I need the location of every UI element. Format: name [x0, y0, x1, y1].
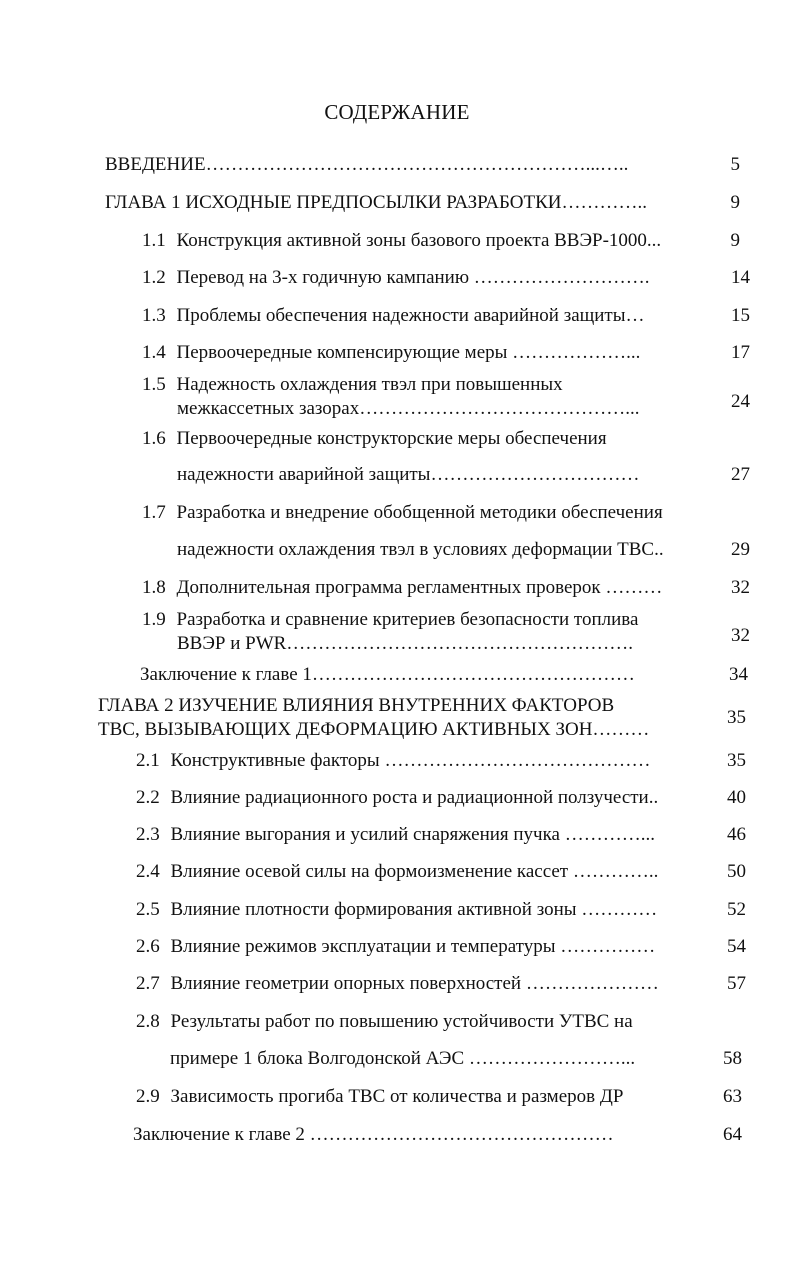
toc-section-number: 1.5	[142, 374, 166, 395]
toc-entry-text: Влияние плотности формирования активной зоны …………	[170, 899, 658, 920]
toc-entry	[136, 749, 650, 773]
toc-section-number: 2.9	[136, 1086, 160, 1107]
toc-entry-text: Первоочередные компенсирующие меры ………………...	[176, 342, 641, 363]
toc-entry-text-continued: ТВС, ВЫЗЫВАЮЩИХ ДЕФОРМАЦИЮ АКТИВНЫХ ЗОН………	[98, 719, 650, 740]
toc-section-number: 1.2	[142, 267, 166, 288]
toc-entry-text: Надежность охлаждения твэл при повышенных	[176, 374, 563, 395]
toc-entry-conclusion-1	[140, 663, 635, 687]
toc-section-number: 1.1	[142, 230, 166, 251]
toc-page-number: 54	[727, 936, 746, 957]
toc-entry-chapter-2	[98, 694, 614, 718]
toc-section-number: 2.1	[136, 750, 160, 771]
toc-section-number: 1.6	[142, 428, 166, 449]
toc-entry-text: Влияние геометрии опорных поверхностей …………………	[170, 973, 659, 994]
toc-entry-text: Конструктивные факторы ……………………………………	[170, 750, 651, 771]
toc-section-number: 1.3	[142, 305, 166, 326]
toc-entry	[136, 860, 658, 884]
toc-page-number: 17	[731, 342, 750, 363]
toc-section-number: 2.7	[136, 973, 160, 994]
toc-page-number: 14	[731, 267, 750, 288]
toc-entry	[142, 266, 650, 290]
toc-entry-text-continued: примере 1 блока Волгодонской АЭС ……………………...	[170, 1048, 636, 1069]
toc-entry-text: Конструкция активной зоны базового проекта ВВЭР-1000...	[176, 230, 662, 251]
toc-page-number: 52	[727, 899, 746, 920]
toc-page-number: 9	[730, 230, 740, 251]
toc-section-number: 2.8	[136, 1011, 160, 1032]
toc-entry-text: Заключение к главе 1……………………………………………	[140, 664, 635, 685]
toc-section-number: 1.7	[142, 502, 166, 523]
toc-section-number: 1.9	[142, 609, 166, 630]
toc-page-number: 50	[727, 861, 746, 882]
toc-entry-text: Перевод на 3-х годичную кампанию ……………………….	[176, 267, 650, 288]
toc-page-number: 58	[723, 1048, 742, 1069]
toc-entry-intro	[105, 153, 628, 177]
toc-page-number: 40	[727, 787, 746, 808]
toc-entry-text: Проблемы обеспечения надежности аварийной защиты…	[176, 305, 645, 326]
toc-entry-continuation	[177, 397, 640, 421]
toc-page-number: 24	[731, 391, 750, 412]
toc-entry-text: Зависимость прогиба ТВС от количества и размеров ДР	[170, 1086, 624, 1107]
toc-entry-text: Дополнительная программа регламентных проверок ………	[176, 577, 663, 598]
toc-page-number: 32	[731, 577, 750, 598]
toc-entry-text-continued: ВВЭР и PWR……………………………………………….	[177, 633, 634, 654]
toc-page-number: 57	[727, 973, 746, 994]
toc-page-number: 35	[727, 750, 746, 771]
toc-entry	[142, 341, 640, 365]
toc-entry	[142, 427, 607, 451]
toc-entry	[136, 786, 658, 810]
toc-entry	[142, 373, 563, 397]
toc-entry-text: ГЛАВА 1 ИСХОДНЫЕ ПРЕДПОСЫЛКИ РАЗРАБОТКИ…………..	[105, 192, 647, 213]
toc-entry-continuation	[177, 463, 639, 487]
toc-page-number: 5	[730, 154, 740, 175]
toc-page-number: 46	[727, 824, 746, 845]
toc-entry	[136, 898, 657, 922]
toc-entry-text-continued: надежности аварийной защиты……………………………	[177, 464, 640, 485]
toc-section-number: 2.6	[136, 936, 160, 957]
toc-page-number: 29	[731, 539, 750, 560]
toc-entry-continuation	[177, 538, 664, 562]
toc-entry-text-continued: межкассетных зазорах……………………………………...	[177, 398, 640, 419]
toc-section-number: 1.4	[142, 342, 166, 363]
toc-section-number: 2.2	[136, 787, 160, 808]
toc-entry-chapter-1	[105, 191, 647, 215]
toc-entry-text: Влияние выгорания и усилий снаряжения пучка …………...	[170, 824, 655, 845]
toc-entry-text: Разработка и внедрение обобщенной методики обеспечения	[176, 502, 663, 523]
toc-page-number: 64	[723, 1124, 742, 1145]
toc-entry-text: ВВЕДЕНИЕ……………………………………………………...…..	[105, 154, 629, 175]
toc-section-number: 2.5	[136, 899, 160, 920]
toc-entry	[142, 304, 645, 328]
toc-entry-continuation	[177, 632, 633, 656]
toc-entry	[142, 576, 662, 600]
toc-entry-text: Первоочередные конструкторские меры обеспечения	[176, 428, 607, 449]
toc-section-number: 2.4	[136, 861, 160, 882]
page-title: СОДЕРЖАНИЕ	[324, 100, 470, 124]
toc-page-number: 34	[729, 664, 748, 685]
toc-entry	[142, 229, 661, 253]
toc-entry	[142, 501, 663, 525]
toc-entry-continuation	[98, 718, 649, 742]
toc-entry-text: Влияние радиационного роста и радиационной ползучести..	[170, 787, 659, 808]
toc-entry-conclusion-2	[133, 1123, 614, 1147]
toc-page-number: 35	[727, 707, 746, 728]
toc-page-number: 27	[731, 464, 750, 485]
toc-entry-text: ГЛАВА 2 ИЗУЧЕНИЕ ВЛИЯНИЯ ВНУТРЕННИХ ФАКТОРОВ	[98, 695, 615, 716]
toc-page-number: 63	[723, 1086, 742, 1107]
toc-section-number: 2.3	[136, 824, 160, 845]
toc-entry	[136, 935, 655, 959]
toc-entry-text: Влияние режимов эксплуатации и температуры ……………	[170, 936, 656, 957]
toc-page-number: 15	[731, 305, 750, 326]
toc-section-number: 1.8	[142, 577, 166, 598]
toc-entry	[142, 608, 638, 632]
toc-page-number: 32	[731, 625, 750, 646]
toc-entry	[136, 972, 659, 996]
toc-entry	[136, 1085, 623, 1109]
toc-page-number: 9	[730, 192, 740, 213]
toc-entry-continuation	[170, 1047, 635, 1071]
toc-entry-text: Результаты работ по повышению устойчивости УТВС на	[170, 1011, 633, 1032]
toc-entry-text: Разработка и сравнение критериев безопасности топлива	[176, 609, 639, 630]
toc-entry-text: Влияние осевой силы на формоизменение кассет …………..	[170, 861, 659, 882]
toc-entry-text-continued: надежности охлаждения твэл в условиях деформации ТВС..	[177, 539, 664, 560]
toc-entry	[136, 1010, 633, 1034]
toc-entry-text: Заключение к главе 2 …………………………………………	[133, 1124, 614, 1145]
toc-entry	[136, 823, 655, 847]
